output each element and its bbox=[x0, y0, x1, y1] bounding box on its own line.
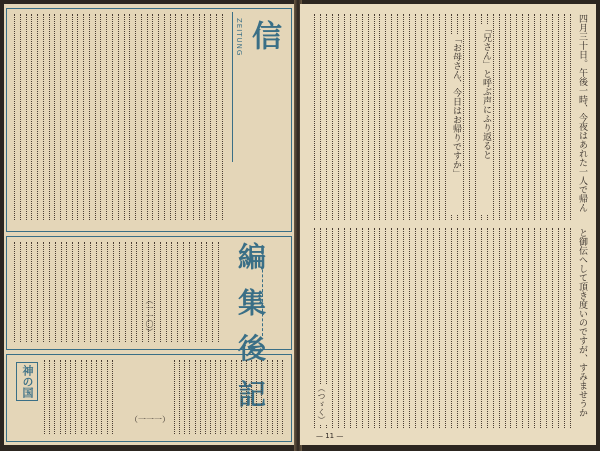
colophon-text-columns bbox=[44, 360, 114, 434]
colophon-title: 神の国 bbox=[16, 362, 38, 401]
story-lower-columns bbox=[314, 228, 572, 428]
decorative-flourish-icon bbox=[262, 250, 283, 336]
right-page bbox=[300, 4, 596, 445]
story-line-4: 「お母さん、今日はお帰りですか」 bbox=[450, 34, 461, 214]
seichi-text-columns bbox=[14, 14, 224, 220]
henshu-title: 編 集 後 記 bbox=[234, 242, 267, 412]
left-page-number: （一一一） bbox=[130, 415, 170, 424]
right-page-number: — 11 — bbox=[316, 432, 344, 440]
henshu-text-columns bbox=[14, 242, 220, 342]
colophon-notice-columns bbox=[174, 360, 284, 434]
seichi-title: 信 bbox=[246, 20, 281, 52]
story-line-1: 四月三十日。午後一時、今夜はあれた一人で帰ん bbox=[577, 14, 587, 212]
story-line-3: 「兄さん」と呼ぶ声にふり返ると bbox=[480, 24, 491, 214]
story-upper-columns bbox=[314, 14, 572, 220]
seichi-tag: ZEITUNG bbox=[235, 18, 243, 57]
henshu-page-mark: （一一〇） bbox=[145, 296, 154, 336]
left-page bbox=[4, 4, 296, 445]
story-continued: （つゞく） bbox=[317, 384, 326, 424]
seichi-title-panel bbox=[232, 12, 287, 162]
story-line-2: と御伝へして頂き度いのですが、すみませうか bbox=[577, 228, 587, 417]
